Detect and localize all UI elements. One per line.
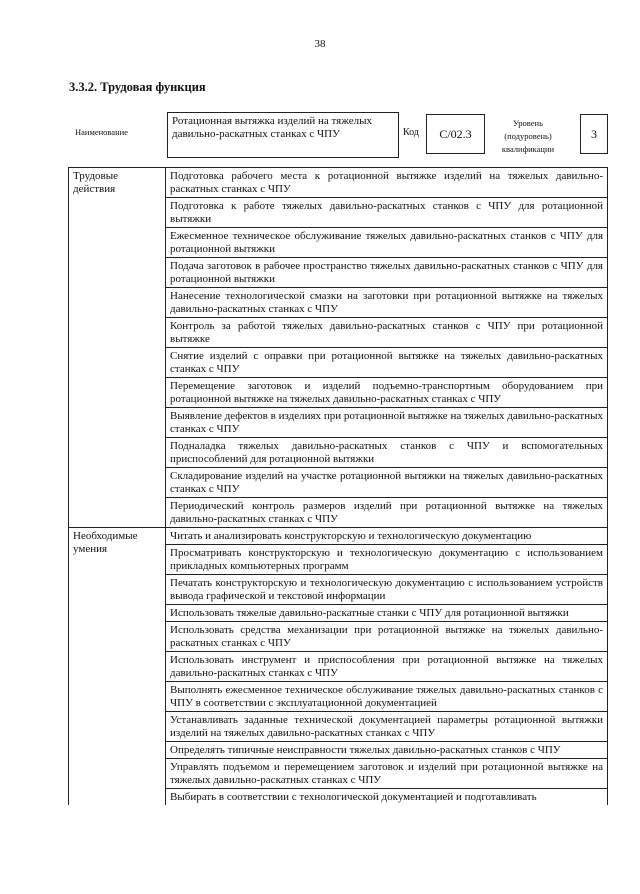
skill-item: Использовать инструмент и приспособления при ротационной вытяжке на тяжелых давильно-раскатных станках с ЧПУ <box>166 652 608 682</box>
labor-action-item: Подача заготовок в рабочее пространство тяжелых давильно-раскатных станков с ЧПУ для ротационной вытяжки <box>166 258 608 288</box>
labor-actions-label: Трудовые действия <box>69 168 166 528</box>
labor-action-item: Подготовка к работе тяжелых давильно-раскатных станков с ЧПУ для ротационной вытяжки <box>166 198 608 228</box>
labor-action-item: Контроль за работой тяжелых давильно-раскатных станков с ЧПУ при ротационной вытяжке <box>166 318 608 348</box>
skill-item: Определять типичные неисправности тяжелых давильно-раскатных станков с ЧПУ <box>166 742 608 759</box>
name-label: Наименование <box>75 127 128 137</box>
skill-item: Использовать тяжелые давильно-раскатные станки с ЧПУ для ротационной вытяжки <box>166 605 608 622</box>
skill-item: Управлять подъемом и перемещением заготовок и изделий при ротационной вытяжке на тяжелых давильно-раскатных станках с ЧПУ <box>166 759 608 789</box>
function-name-value: Ротационная вытяжка изделий на тяжелых давильно-раскатных станках с ЧПУ <box>172 115 372 140</box>
code-label: Код <box>403 127 419 138</box>
required-skills-label: Необходимые умения <box>69 528 166 806</box>
function-name-box <box>167 112 399 158</box>
labor-action-item: Снятие изделий с оправки при ротационной вытяжке на тяжелых давильно-раскатных станках с ЧПУ <box>166 348 608 378</box>
labor-action-item: Складирование изделий на участке ротационной вытяжки на тяжелых давильно-раскатных станках с ЧПУ <box>166 468 608 498</box>
skill-item: Печатать конструкторскую и технологическую документацию с использованием устройств вывода графической и текстовой информации <box>166 575 608 605</box>
skill-item: Устанавливать заданные технической документацией параметры ротационной вытяжки изделий на тяжелых давильно-раскатных станках с ЧПУ <box>166 712 608 742</box>
page-number: 38 <box>314 38 326 50</box>
code-box <box>426 114 485 154</box>
labor-action-item: Подготовка рабочего места к ротационной вытяжке изделий на тяжелых давильно-раскатных станках с ЧПУ <box>166 168 608 198</box>
skill-item: Выбирать в соответствии с технологической документацией и подготавливать <box>166 789 608 806</box>
table-row <box>69 528 608 545</box>
code-value: C/02.3 <box>439 127 472 141</box>
labor-action-item: Нанесение технологической смазки на заготовки при ротационной вытяжке на тяжелых давильно-раскатных станках с ЧПУ <box>166 288 608 318</box>
level-value: 3 <box>591 127 597 141</box>
labor-action-item: Ежесменное техническое обслуживание тяжелых давильно-раскатных станков с ЧПУ для ротационной вытяжки <box>166 228 608 258</box>
skill-item: Выполнять ежесменное техническое обслуживание тяжелых давильно-раскатных станков с ЧПУ в соответствии с эксплуатационной документацией <box>166 682 608 712</box>
labor-action-item: Выявление дефектов в изделиях при ротационной вытяжке на тяжелых давильно-раскатных станках с ЧПУ <box>166 408 608 438</box>
labor-action-item: Перемещение заготовок и изделий подъемно-транспортным оборудованием при ротационной вытяжке на тяжелых давильно-раскатных станках с ЧПУ <box>166 378 608 408</box>
skill-item: Читать и анализировать конструкторскую и технологическую документацию <box>166 528 608 545</box>
labor-action-item: Подналадка тяжелых давильно-раскатных станков с ЧПУ и вспомогательных приспособлений для ротационной вытяжки <box>166 438 608 468</box>
skill-item: Просматривать конструкторскую и технологическую документацию с использованием прикладных компьютерных программ <box>166 545 608 575</box>
level-box <box>580 114 608 154</box>
section-heading: 3.3.2. Трудовая функция <box>69 80 206 94</box>
qualification-level-label: Уровень (подуровень) квалификации <box>501 118 555 154</box>
table-row <box>69 168 608 198</box>
function-details-table <box>68 167 608 805</box>
skill-item: Использовать средства механизации при ротационной вытяжке на тяжелых давильно-раскатных станках с ЧПУ <box>166 622 608 652</box>
labor-action-item: Периодический контроль размеров изделий при ротационной вытяжке на тяжелых давильно-раскатных станках с ЧПУ <box>166 498 608 528</box>
